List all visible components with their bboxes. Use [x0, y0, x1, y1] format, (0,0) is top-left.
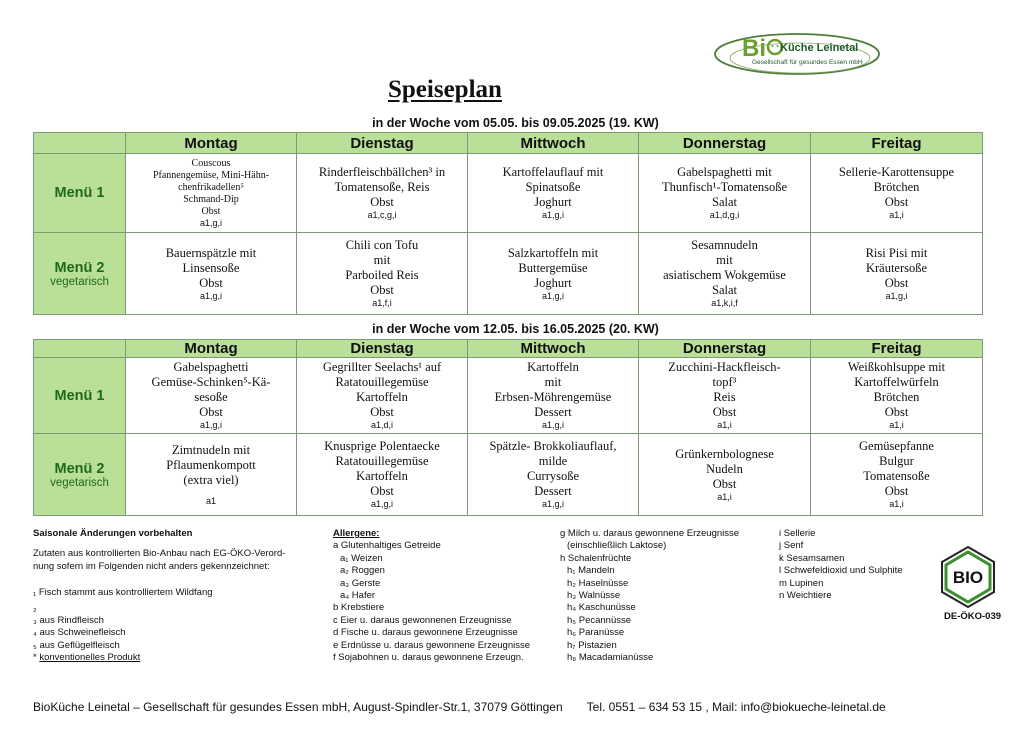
day-header-monday: Montag [126, 133, 297, 154]
logo-name: Küche Leinetal [780, 42, 859, 54]
allergen-item: a₂ Roggen [340, 565, 385, 577]
dish-line: Zucchini-Hackfleisch- [668, 360, 781, 374]
dish-cell [639, 434, 811, 516]
dish-line: Risi Pisi mit [865, 245, 928, 260]
dish-line: Ratatouillegemüse [335, 454, 429, 468]
dish-line: Grünkernbolognese [675, 446, 774, 461]
dish-cell [297, 434, 468, 516]
dish-line: Bulgur [879, 454, 914, 468]
dish-line: Obst [712, 476, 737, 491]
svg-text:Bi: Bi [742, 35, 766, 62]
conventional-note: * konventionelles Produkt [33, 652, 141, 664]
allergen-item: i Sellerie [779, 528, 816, 539]
dish-line: Erbsen-Möhrengemüse [494, 390, 612, 404]
allergen-codes: a1,i [889, 420, 904, 430]
dish-cell [811, 434, 983, 516]
allergen-codes: a1,g,i [199, 290, 223, 301]
logo-subtitle: Gesellschaft für gesundes Essen mbH [752, 59, 863, 66]
dish-cell [297, 233, 468, 315]
allergen-item: c Eier u. daraus gewonnenen Erzeugnisse [333, 614, 512, 626]
allergen-codes: a1,g,i [541, 499, 565, 509]
allergen-item: h₇ Pistazien [567, 639, 617, 651]
dish-line: Obst [370, 195, 394, 209]
dish-line: Joghurt [534, 195, 572, 209]
dish-line: Salzkartoffeln mit [507, 245, 599, 260]
allergen-item: a₃ Gerste [340, 577, 381, 589]
dish-line: sesoße [194, 390, 228, 404]
allergens-list-2 [560, 528, 770, 664]
day-header-monday: Montag [126, 340, 297, 358]
dish-line: Obst [712, 405, 737, 419]
day-header-tuesday: Dienstag [297, 133, 468, 154]
bio-seal-code: DE-ÖKO-039 [944, 611, 1002, 622]
dish-line: Zimtnudeln mit [171, 442, 251, 457]
allergen-item: l Schwefeldioxid und Sulphite [779, 565, 903, 577]
dish-line: Tomatensoße, Reis [334, 180, 430, 194]
dish-line: Obst [201, 205, 221, 217]
dish-line: Dessert [534, 484, 572, 498]
dish-cell [468, 154, 639, 233]
dish-line: Brötchen [873, 390, 920, 404]
allergen-codes: a1,i [889, 499, 904, 509]
dish-line: Kartoffeln [527, 360, 579, 374]
allergen-codes: a1,c,g,i [367, 210, 397, 220]
dish-line: Kartoffeln [356, 469, 408, 483]
allergen-item: a₁ Weizen [340, 552, 383, 564]
allergen-codes: a1,i [717, 420, 732, 430]
allergen-item: h₄ Kaschunüsse [567, 602, 636, 614]
day-header-friday: Freitag [811, 340, 983, 358]
dish-cell [811, 233, 983, 315]
biokueche-logo [712, 30, 882, 82]
allergen-item: h Schalenfrüchte [560, 552, 632, 564]
dish-line: Kartoffelwürfeln [854, 375, 939, 389]
allergen-item: m Lupinen [779, 577, 824, 589]
allergen-item: (einschließlich Laktose) [567, 540, 667, 552]
dish-line: Rinderfleischbällchen³ in [318, 165, 446, 179]
allergen-item: a₄ Hafer [340, 590, 376, 602]
dish-cell [126, 233, 297, 315]
dish-line: Spinatsoße [525, 180, 581, 194]
dish-line: Gemüse-Schinken⁵-Kä- [151, 375, 271, 389]
day-header-tuesday: Dienstag [297, 340, 468, 358]
dish-line: Pflaumenkompott [166, 457, 256, 472]
allergen-codes: a1,d,g,i [709, 210, 740, 220]
dish-cell [297, 154, 468, 233]
footer-contact: Tel. 0551 – 634 53 15 , Mail: info@biokueche-leinetal.de [586, 700, 886, 714]
dish-line: chenfrikadellen⁵ [178, 181, 244, 193]
footnote: ₃ aus Rindfleisch [33, 615, 104, 627]
dish-line: Sellerie-Karottensuppe [838, 165, 955, 179]
allergen-item: a Glutenhaltiges Getreide [333, 540, 441, 552]
dish-line: Nudeln [706, 461, 743, 476]
allergen-codes: a1,k,i,f [711, 298, 738, 308]
dish-cell [126, 358, 297, 434]
day-header-wednesday: Mittwoch [468, 133, 639, 154]
week-1-heading: in der Woche vom 05.05. bis 09.05.2025 (19. KW) [372, 116, 659, 130]
allergen-item: f Sojabohnen u. daraus gewonnene Erzeugn. [333, 652, 524, 664]
dish-line: Obst [370, 484, 394, 498]
footnote: ₂ [33, 602, 37, 614]
day-header-friday: Freitag [811, 133, 983, 154]
dish-line: milde [538, 454, 568, 468]
dish-cell [126, 154, 297, 233]
week-2-table [33, 339, 983, 516]
dish-line: mit [544, 375, 562, 389]
dish-line: Gegrillter Seelachs¹ auf [322, 360, 442, 374]
allergens-heading: Allergene: [333, 528, 380, 539]
dish-line: Parboiled Reis [345, 268, 419, 282]
dish-line: (extra viel) [183, 472, 239, 487]
dish-line: Kartoffeln [356, 390, 408, 404]
dish-line: Pfannengemüse, Mini-Hähn- [152, 169, 270, 181]
dish-line: Chili con Tofu [345, 238, 419, 252]
dish-cell [126, 434, 297, 516]
dish-cell [468, 358, 639, 434]
dish-line: topf³ [712, 375, 737, 389]
dish-line: Currysoße [526, 469, 580, 483]
page-title: Speiseplan [388, 76, 502, 103]
seasonal-note: Saisonale Änderungen vorbehalten [33, 528, 193, 539]
dish-line: Bauernspätzle mit [165, 245, 257, 260]
allergen-codes: a1,g,i [199, 217, 223, 228]
dish-line: Obst [199, 405, 223, 419]
allergen-item: n Weichtiere [779, 590, 832, 602]
dish-line: Spätzle- Brokkoliauflauf, [489, 439, 617, 453]
bio-seal-label: BIO [952, 568, 984, 587]
allergen-item: h₂ Haselnüsse [567, 577, 629, 589]
dish-line: Obst [370, 283, 394, 297]
dish-line: Obst [884, 405, 909, 419]
dish-line: mit [373, 253, 391, 267]
dish-line: Linsensoße [182, 260, 240, 275]
allergen-codes: a1,d,i [370, 420, 394, 430]
allergen-codes: a1 [205, 495, 216, 506]
allergen-item: h₈ Macadamianüsse [567, 652, 654, 664]
allergen-codes: a1,g,i [370, 499, 394, 509]
dish-line: Knusprige Polentaecke [324, 439, 440, 453]
organic-note: nung sofern im Folgenden nicht anders gekennzeichnet: [33, 560, 270, 572]
allergen-item: e Erdnüsse u. daraus gewonnene Erzeugnisse [333, 639, 530, 651]
allergen-item: h₃ Walnüsse [567, 590, 621, 602]
allergen-codes: a1,f,i [372, 298, 392, 308]
allergen-item: j Senf [779, 540, 804, 552]
allergen-codes: a1,g,i [541, 420, 565, 430]
table-corner [34, 133, 126, 154]
dish-line: Brötchen [873, 180, 920, 194]
dish-line: Joghurt [534, 275, 572, 290]
dish-line: Kräutersoße [865, 260, 928, 275]
dish-line: Reis [713, 390, 736, 404]
day-header-thursday: Donnerstag [639, 133, 811, 154]
dish-cell [811, 358, 983, 434]
dish-line: Kartoffelauflauf mit [502, 165, 604, 179]
allergen-item: g Milch u. daraus gewonnene Erzeugnisse [560, 528, 740, 539]
allergen-codes: a1,g,i [199, 420, 223, 430]
dish-line: Thunfisch¹-Tomatensoße [661, 180, 788, 194]
allergens-list-3 [779, 528, 939, 602]
dish-line: Weißkohlsuppe mit [847, 360, 946, 374]
dish-cell [468, 233, 639, 315]
dish-line: Dessert [534, 405, 572, 419]
dish-line: asiatischem Wokgemüse [663, 268, 786, 282]
dish-line: Sesamnudeln [691, 238, 758, 252]
dish-line: Ratatouillegemüse [335, 375, 429, 389]
dish-cell [639, 233, 811, 315]
allergen-codes: a1,g,i [541, 210, 565, 220]
day-header-wednesday: Mittwoch [468, 340, 639, 358]
allergen-item: b Krebstiere [333, 602, 385, 614]
dish-line: Tomatensoße [863, 469, 930, 483]
organic-note: Zutaten aus kontrollierten Bio-Anbau nach EG-ÖKO-Verord- [33, 548, 286, 560]
allergen-codes: a1,g,i [541, 290, 565, 301]
footnote: ₁ Fisch stammt aus kontrolliertem Wildfang [33, 587, 213, 599]
day-header-thursday: Donnerstag [639, 340, 811, 358]
dish-line: Schmand-Dip [183, 193, 239, 205]
dish-cell [639, 154, 811, 233]
footer [33, 700, 886, 714]
allergen-codes: a1,i [889, 210, 904, 220]
dish-line: Obst [370, 405, 394, 419]
dish-line: Gemüsepfanne [859, 439, 934, 453]
dish-line: Salat [712, 195, 737, 209]
allergen-item: h₆ Paranüsse [567, 627, 625, 639]
menu-1-label: Menü 1 [34, 358, 126, 434]
dish-line: Salat [712, 283, 737, 297]
dish-line: Gabelspaghetti mit [677, 165, 772, 179]
dish-line: Buttergemüse [518, 260, 588, 275]
table-corner [34, 340, 126, 358]
dish-line: Obst [199, 275, 223, 290]
notes-block [33, 528, 323, 665]
allergen-item: d Fische u. daraus gewonnene Erzeugnisse [333, 627, 518, 639]
menu-1-label: Menü 1 [34, 154, 126, 233]
dish-line: mit [716, 253, 733, 267]
dish-cell [468, 434, 639, 516]
allergen-item: h₁ Mandeln [567, 565, 615, 577]
footer-company: BioKüche Leinetal – Gesellschaft für gesundes Essen mbH, August-Spindler-Str.1, 37079 Göttingen [33, 700, 563, 714]
dish-cell [297, 358, 468, 434]
week-1-table [33, 132, 983, 315]
footnote: ₅ aus Geflügelfleisch [33, 639, 120, 651]
allergens-list-1 [333, 528, 563, 664]
dish-cell [811, 154, 983, 233]
dish-line: Obst [884, 195, 909, 209]
menu-2-label: Menü 2 vegetarisch [34, 434, 126, 516]
allergen-item: h₅ Pecannüsse [567, 614, 632, 626]
allergen-codes: a1,i [717, 491, 732, 502]
dish-cell [639, 358, 811, 434]
allergen-item: k Sesamsamen [779, 552, 845, 564]
dish-line: Couscous [191, 157, 231, 169]
dish-line: Obst [884, 484, 909, 498]
week-2-heading: in der Woche vom 12.05. bis 16.05.2025 (20. KW) [372, 322, 659, 336]
menu-2-label: Menü 2 vegetarisch [34, 233, 126, 315]
bio-seal-icon [936, 545, 1000, 609]
allergen-codes: a1,g,i [885, 290, 908, 301]
dish-line: Gabelspaghetti [173, 360, 249, 374]
footnote: ₄ aus Schweinefleisch [33, 627, 126, 639]
dish-line: Obst [884, 275, 909, 290]
